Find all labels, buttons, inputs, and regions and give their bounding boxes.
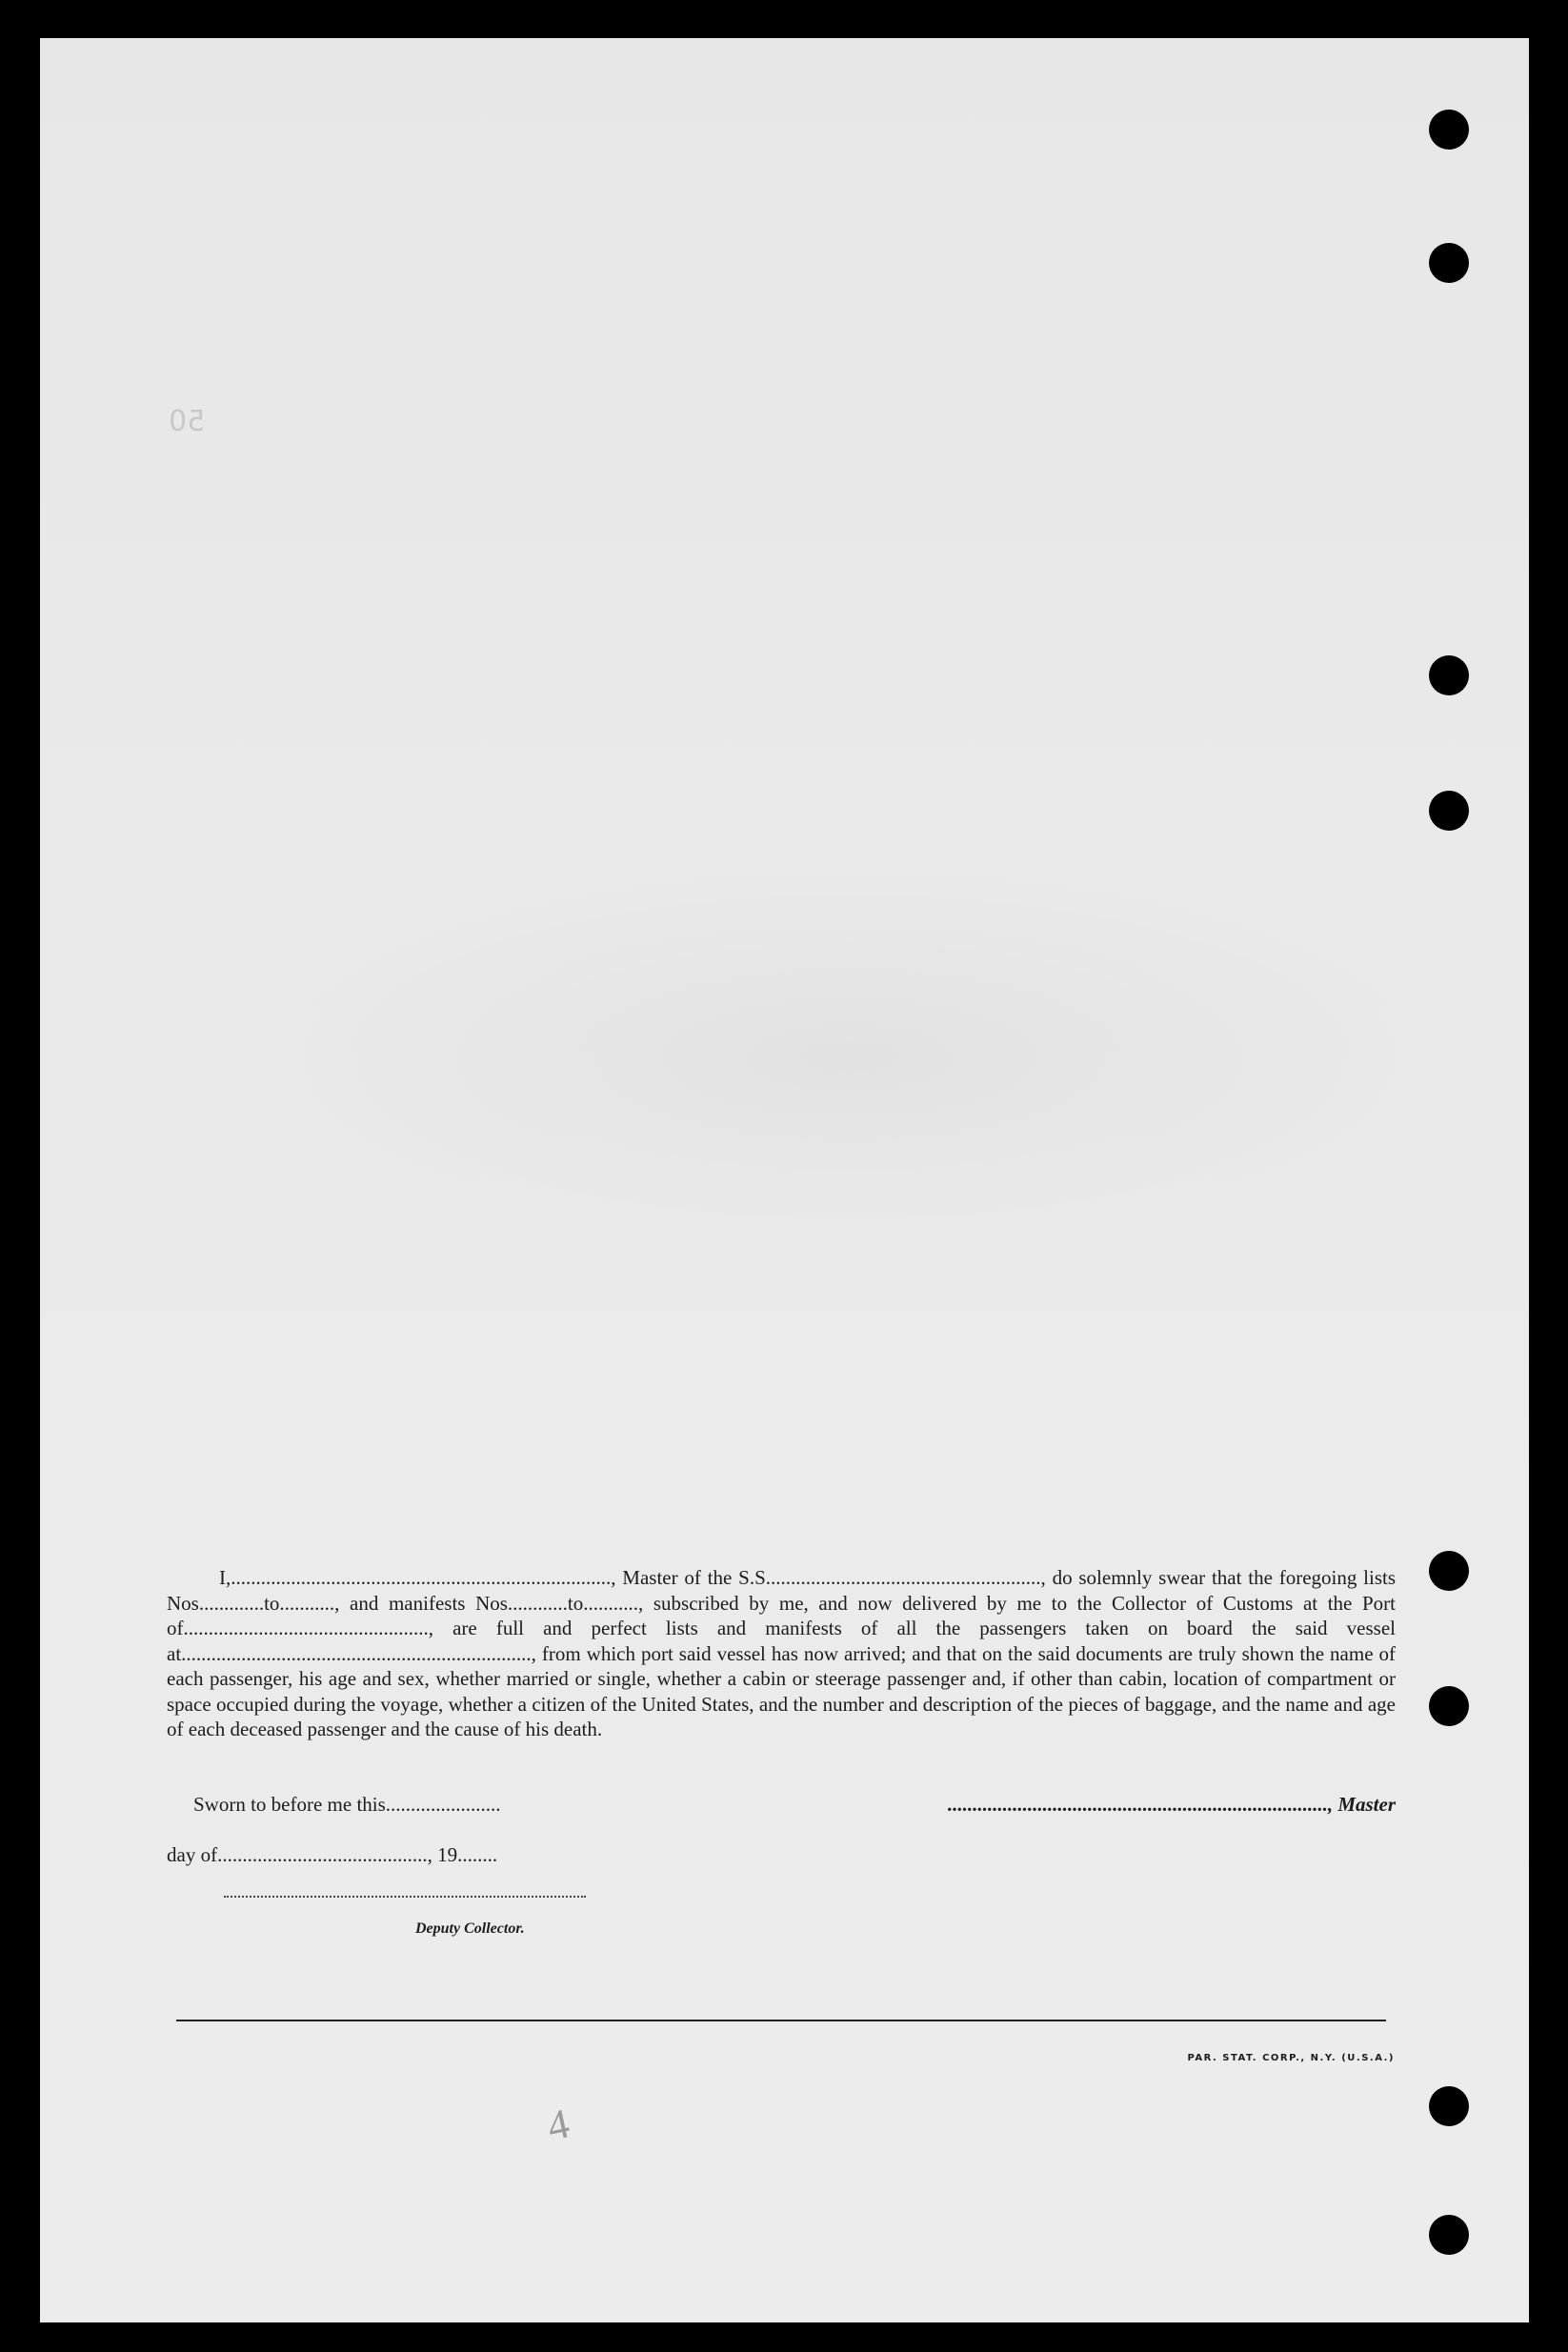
punch-hole bbox=[1429, 1686, 1469, 1726]
printer-imprint: PAR. STAT. CORP., N.Y. (U.S.A.) bbox=[1187, 2053, 1395, 2063]
punch-hole bbox=[1429, 2215, 1469, 2255]
document-page bbox=[40, 38, 1529, 2322]
horizontal-rule bbox=[176, 2020, 1386, 2021]
punch-hole bbox=[1429, 2086, 1469, 2126]
punch-hole bbox=[1429, 1551, 1469, 1591]
bleed-through-shadow bbox=[231, 857, 1469, 1257]
sworn-row bbox=[167, 1793, 1396, 1821]
master-oath bbox=[167, 1565, 1396, 1742]
deputy-signature-line bbox=[224, 1896, 586, 1898]
punch-hole bbox=[1429, 243, 1469, 283]
pencil-mark: 4 bbox=[543, 2100, 573, 2150]
punch-hole bbox=[1429, 791, 1469, 831]
punch-hole bbox=[1429, 110, 1469, 150]
sworn-before-line: Sworn to before me this....................... bbox=[193, 1793, 501, 1816]
master-signature-line: ............................................................................, Master bbox=[947, 1793, 1396, 1816]
punch-hole bbox=[1429, 655, 1469, 695]
oath-text: I,............................................................................, Master of the S.S......................................................., do solemnly swear that the foregoing lists Nos.............to..........., and manifests Nos............to..........., subscribed by me, and now delivered by me to the Collector of Customs at the Port of................................................., are full and perfect lists and manifests of all the passengers taken on board the said vessel at......................................................................, from which port said vessel has now arrived; and that on the said documents are truly shown the name of each passenger, his age and sex, whether married or single, whether a cabin or steerage passenger and, if other than cabin, location of compartment or space occupied during the voyage, whether a citizen of the United States, and the number and description of the pieces of baggage, and the name and age of each deceased passenger and the cause of his death. bbox=[167, 1566, 1396, 1740]
margin-number: 50 bbox=[169, 405, 206, 438]
day-of-line: day of.........................................., 19........ bbox=[167, 1843, 498, 1866]
deputy-collector-label: Deputy Collector. bbox=[415, 1920, 525, 1937]
